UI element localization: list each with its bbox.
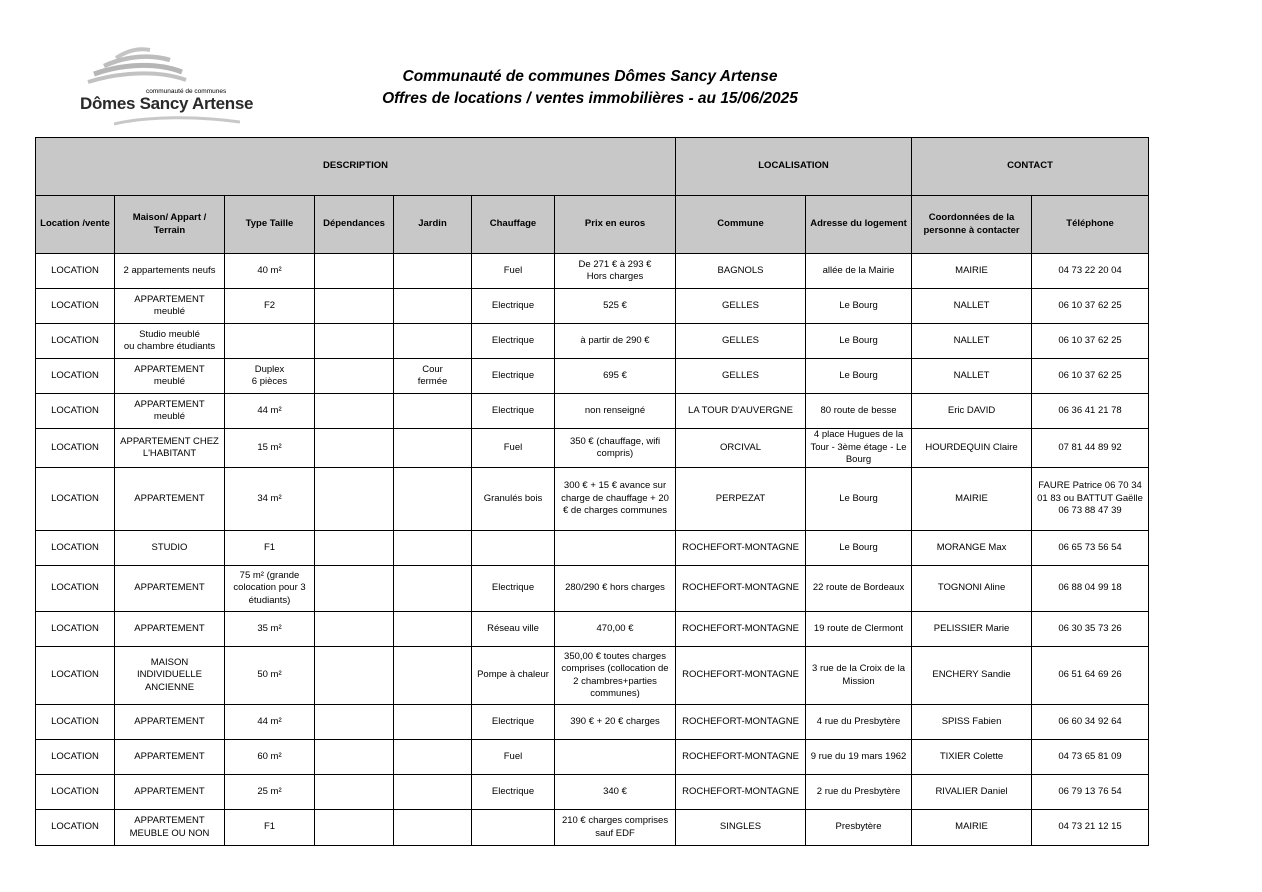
cell-garden xyxy=(394,740,472,775)
cell-property: APPARTEMENT xyxy=(115,566,225,612)
cell-price: 525 € xyxy=(555,289,676,324)
cell-phone: 06 88 04 99 18 xyxy=(1032,566,1149,612)
cell-heating: Fuel xyxy=(472,254,555,289)
cell-price: à partir de 290 € xyxy=(555,324,676,359)
cell-phone: 06 65 73 56 54 xyxy=(1032,531,1149,566)
cell-contact: MAIRIE xyxy=(912,810,1032,846)
cell-price: 390 € + 20 € charges xyxy=(555,705,676,740)
cell-contact: MORANGE Max xyxy=(912,531,1032,566)
cell-heating: Electrique xyxy=(472,705,555,740)
cell-outbuildings xyxy=(315,647,394,705)
cell-garden xyxy=(394,468,472,531)
cell-size: 15 m² xyxy=(225,429,315,468)
cell-price xyxy=(555,740,676,775)
column-header: Maison/ Appart / Terrain xyxy=(115,196,225,254)
cell-address: 22 route de Bordeaux xyxy=(806,566,912,612)
cell-outbuildings xyxy=(315,566,394,612)
column-header: Jardin xyxy=(394,196,472,254)
cell-price: 340 € xyxy=(555,775,676,810)
cell-town: GELLES xyxy=(676,324,806,359)
cell-size: 75 m² (grande colocation pour 3 étudiants) xyxy=(225,566,315,612)
cell-price: 470,00 € xyxy=(555,612,676,647)
cell-type: LOCATION xyxy=(36,566,115,612)
cell-town: ROCHEFORT-MONTAGNE xyxy=(676,531,806,566)
cell-outbuildings xyxy=(315,775,394,810)
table-row xyxy=(36,359,1149,394)
cell-type: LOCATION xyxy=(36,359,115,394)
cell-town: ROCHEFORT-MONTAGNE xyxy=(676,612,806,647)
cell-property: STUDIO xyxy=(115,531,225,566)
cell-garden xyxy=(394,531,472,566)
cell-price: 350 € (chauffage, wifi compris) xyxy=(555,429,676,468)
cell-outbuildings xyxy=(315,468,394,531)
cell-address: 19 route de Clermont xyxy=(806,612,912,647)
cell-address: allée de la Mairie xyxy=(806,254,912,289)
column-header: Prix en euros xyxy=(555,196,676,254)
cell-size: 44 m² xyxy=(225,394,315,429)
cell-type: LOCATION xyxy=(36,705,115,740)
cell-size: 50 m² xyxy=(225,647,315,705)
cell-phone: 06 36 41 21 78 xyxy=(1032,394,1149,429)
column-header: Adresse du logement xyxy=(806,196,912,254)
cell-size: F2 xyxy=(225,289,315,324)
cell-contact: NALLET xyxy=(912,359,1032,394)
cell-address: Le Bourg xyxy=(806,359,912,394)
cell-size: Duplex 6 pièces xyxy=(225,359,315,394)
cell-property: APPARTEMENT xyxy=(115,775,225,810)
cell-size: F1 xyxy=(225,531,315,566)
group-header-row xyxy=(36,138,1149,196)
cell-type: LOCATION xyxy=(36,324,115,359)
cell-contact: NALLET xyxy=(912,289,1032,324)
cell-outbuildings xyxy=(315,324,394,359)
cell-size: 25 m² xyxy=(225,775,315,810)
cell-garden xyxy=(394,566,472,612)
offers-table xyxy=(35,137,1149,846)
cell-heating: Fuel xyxy=(472,429,555,468)
cell-property: Studio meublé ou chambre étudiants xyxy=(115,324,225,359)
cell-address: Le Bourg xyxy=(806,468,912,531)
cell-town: ROCHEFORT-MONTAGNE xyxy=(676,775,806,810)
table-row xyxy=(36,531,1149,566)
table-row xyxy=(36,394,1149,429)
cell-price: non renseigné xyxy=(555,394,676,429)
cell-size: 60 m² xyxy=(225,740,315,775)
cell-phone: FAURE Patrice 06 70 34 01 83 ou BATTUT Gaëlle 06 73 88 47 39 xyxy=(1032,468,1149,531)
cell-town: BAGNOLS xyxy=(676,254,806,289)
cell-address: 9 rue du 19 mars 1962 xyxy=(806,740,912,775)
cell-type: LOCATION xyxy=(36,740,115,775)
cell-property: MAISON INDIVIDUELLE ANCIENNE xyxy=(115,647,225,705)
cell-price: 280/290 € hors charges xyxy=(555,566,676,612)
cell-phone: 04 73 22 20 04 xyxy=(1032,254,1149,289)
table-row xyxy=(36,254,1149,289)
cell-garden xyxy=(394,254,472,289)
cell-contact: ENCHERY Sandie xyxy=(912,647,1032,705)
cell-property: APPARTEMENT MEUBLE OU NON xyxy=(115,810,225,846)
cell-size: 40 m² xyxy=(225,254,315,289)
cell-property: APPARTEMENT xyxy=(115,612,225,647)
column-header: Location /vente xyxy=(36,196,115,254)
cell-price: 350,00 € toutes charges comprises (collocation de 2 chambres+parties communes) xyxy=(555,647,676,705)
cell-phone: 06 79 13 76 54 xyxy=(1032,775,1149,810)
cell-outbuildings xyxy=(315,531,394,566)
cell-heating: Electrique xyxy=(472,359,555,394)
cell-address: 80 route de besse xyxy=(806,394,912,429)
cell-type: LOCATION xyxy=(36,394,115,429)
table-row xyxy=(36,429,1149,468)
cell-garden xyxy=(394,394,472,429)
cell-price: De 271 € à 293 € Hors charges xyxy=(555,254,676,289)
cell-heating xyxy=(472,531,555,566)
cell-price xyxy=(555,531,676,566)
group-header-contact: CONTACT xyxy=(912,138,1149,196)
cell-contact: NALLET xyxy=(912,324,1032,359)
group-header-description: DESCRIPTION xyxy=(36,138,676,196)
table-body xyxy=(36,254,1149,846)
cell-heating xyxy=(472,810,555,846)
cell-address: Presbytère xyxy=(806,810,912,846)
cell-garden xyxy=(394,647,472,705)
cell-property: APPARTEMENT xyxy=(115,705,225,740)
cell-phone: 06 30 35 73 26 xyxy=(1032,612,1149,647)
page-subtitle: Offres de locations / ventes immobilières - au 15/06/2025 xyxy=(382,90,798,107)
cell-garden: Cour fermée xyxy=(394,359,472,394)
cell-contact: HOURDEQUIN Claire xyxy=(912,429,1032,468)
cell-phone: 07 81 44 89 92 xyxy=(1032,429,1149,468)
cell-property: 2 appartements neufs xyxy=(115,254,225,289)
cell-outbuildings xyxy=(315,289,394,324)
cell-price: 300 € + 15 € avance sur charge de chauffage + 20 € de charges communes xyxy=(555,468,676,531)
cell-property: APPARTEMENT xyxy=(115,740,225,775)
column-header: Coordonnées de la personne à contacter xyxy=(912,196,1032,254)
table-row xyxy=(36,566,1149,612)
cell-town: PERPEZAT xyxy=(676,468,806,531)
cell-contact: Eric DAVID xyxy=(912,394,1032,429)
cell-garden xyxy=(394,810,472,846)
cell-garden xyxy=(394,289,472,324)
column-header-row xyxy=(36,196,1149,254)
cell-phone: 06 51 64 69 26 xyxy=(1032,647,1149,705)
cell-phone: 06 10 37 62 25 xyxy=(1032,324,1149,359)
cell-town: LA TOUR D'AUVERGNE xyxy=(676,394,806,429)
logo-small-text: communauté de communes xyxy=(146,88,227,95)
cell-phone: 06 10 37 62 25 xyxy=(1032,359,1149,394)
table-row xyxy=(36,289,1149,324)
cell-outbuildings xyxy=(315,740,394,775)
cell-town: GELLES xyxy=(676,289,806,324)
cell-town: ROCHEFORT-MONTAGNE xyxy=(676,740,806,775)
cell-size: F1 xyxy=(225,810,315,846)
logo-mountain-icon xyxy=(78,44,248,130)
cell-outbuildings xyxy=(315,359,394,394)
table-row xyxy=(36,740,1149,775)
cell-type: LOCATION xyxy=(36,810,115,846)
cell-heating: Electrique xyxy=(472,566,555,612)
cell-size: 35 m² xyxy=(225,612,315,647)
cell-phone: 04 73 65 81 09 xyxy=(1032,740,1149,775)
cell-town: ORCIVAL xyxy=(676,429,806,468)
cell-outbuildings xyxy=(315,810,394,846)
cell-phone: 06 60 34 92 64 xyxy=(1032,705,1149,740)
cell-property: APPARTEMENT meublé xyxy=(115,289,225,324)
cell-contact: PELISSIER Marie xyxy=(912,612,1032,647)
cell-heating: Electrique xyxy=(472,324,555,359)
table-row xyxy=(36,324,1149,359)
cell-address: 4 rue du Presbytère xyxy=(806,705,912,740)
cell-property: APPARTEMENT CHEZ L'HABITANT xyxy=(115,429,225,468)
cell-heating: Electrique xyxy=(472,289,555,324)
cell-address: Le Bourg xyxy=(806,289,912,324)
cell-address: 2 rue du Presbytère xyxy=(806,775,912,810)
cell-property: APPARTEMENT meublé xyxy=(115,394,225,429)
cell-heating: Granulés bois xyxy=(472,468,555,531)
table-row xyxy=(36,810,1149,846)
cell-town: ROCHEFORT-MONTAGNE xyxy=(676,705,806,740)
cell-type: LOCATION xyxy=(36,647,115,705)
cell-heating: Fuel xyxy=(472,740,555,775)
cell-address: 4 place Hugues de la Tour - 3ème étage - Le Bourg xyxy=(806,429,912,468)
cell-contact: TIXIER Colette xyxy=(912,740,1032,775)
column-header: Chauffage xyxy=(472,196,555,254)
logo-brand-text: Dômes Sancy Artense xyxy=(80,94,254,113)
column-header: Type Taille xyxy=(225,196,315,254)
cell-town: ROCHEFORT-MONTAGNE xyxy=(676,647,806,705)
cell-address: 3 rue de la Croix de la Mission xyxy=(806,647,912,705)
cell-phone: 04 73 21 12 15 xyxy=(1032,810,1149,846)
cell-heating: Réseau ville xyxy=(472,612,555,647)
cell-size: 34 m² xyxy=(225,468,315,531)
cell-outbuildings xyxy=(315,254,394,289)
cell-size: 44 m² xyxy=(225,705,315,740)
cell-contact: MAIRIE xyxy=(912,468,1032,531)
cell-heating: Pompe à chaleur xyxy=(472,647,555,705)
table-row xyxy=(36,705,1149,740)
cell-contact: SPISS Fabien xyxy=(912,705,1032,740)
table-row xyxy=(36,647,1149,705)
cell-contact: RIVALIER Daniel xyxy=(912,775,1032,810)
cell-address: Le Bourg xyxy=(806,324,912,359)
cell-property: APPARTEMENT meublé xyxy=(115,359,225,394)
cell-type: LOCATION xyxy=(36,531,115,566)
cell-heating: Electrique xyxy=(472,394,555,429)
table-row xyxy=(36,775,1149,810)
cell-outbuildings xyxy=(315,429,394,468)
cell-garden xyxy=(394,429,472,468)
cell-type: LOCATION xyxy=(36,612,115,647)
cell-type: LOCATION xyxy=(36,429,115,468)
logo xyxy=(78,44,254,130)
cell-contact: TOGNONI Aline xyxy=(912,566,1032,612)
cell-heating: Electrique xyxy=(472,775,555,810)
cell-garden xyxy=(394,324,472,359)
cell-garden xyxy=(394,612,472,647)
cell-price: 210 € charges comprises sauf EDF xyxy=(555,810,676,846)
cell-garden xyxy=(394,705,472,740)
cell-price: 695 € xyxy=(555,359,676,394)
table-row xyxy=(36,468,1149,531)
cell-town: SINGLES xyxy=(676,810,806,846)
cell-town: GELLES xyxy=(676,359,806,394)
table-row xyxy=(36,612,1149,647)
cell-phone: 06 10 37 62 25 xyxy=(1032,289,1149,324)
cell-type: LOCATION xyxy=(36,254,115,289)
cell-size xyxy=(225,324,315,359)
group-header-localisation: LOCALISATION xyxy=(676,138,912,196)
page-title: Communauté de communes Dômes Sancy Artense xyxy=(402,68,778,85)
column-header: Dépendances xyxy=(315,196,394,254)
cell-outbuildings xyxy=(315,394,394,429)
cell-outbuildings xyxy=(315,705,394,740)
cell-property: APPARTEMENT xyxy=(115,468,225,531)
cell-type: LOCATION xyxy=(36,775,115,810)
cell-outbuildings xyxy=(315,612,394,647)
cell-town: ROCHEFORT-MONTAGNE xyxy=(676,566,806,612)
column-header: Téléphone xyxy=(1032,196,1149,254)
cell-contact: MAIRIE xyxy=(912,254,1032,289)
cell-garden xyxy=(394,775,472,810)
column-header: Commune xyxy=(676,196,806,254)
cell-address: Le Bourg xyxy=(806,531,912,566)
cell-type: LOCATION xyxy=(36,468,115,531)
cell-type: LOCATION xyxy=(36,289,115,324)
